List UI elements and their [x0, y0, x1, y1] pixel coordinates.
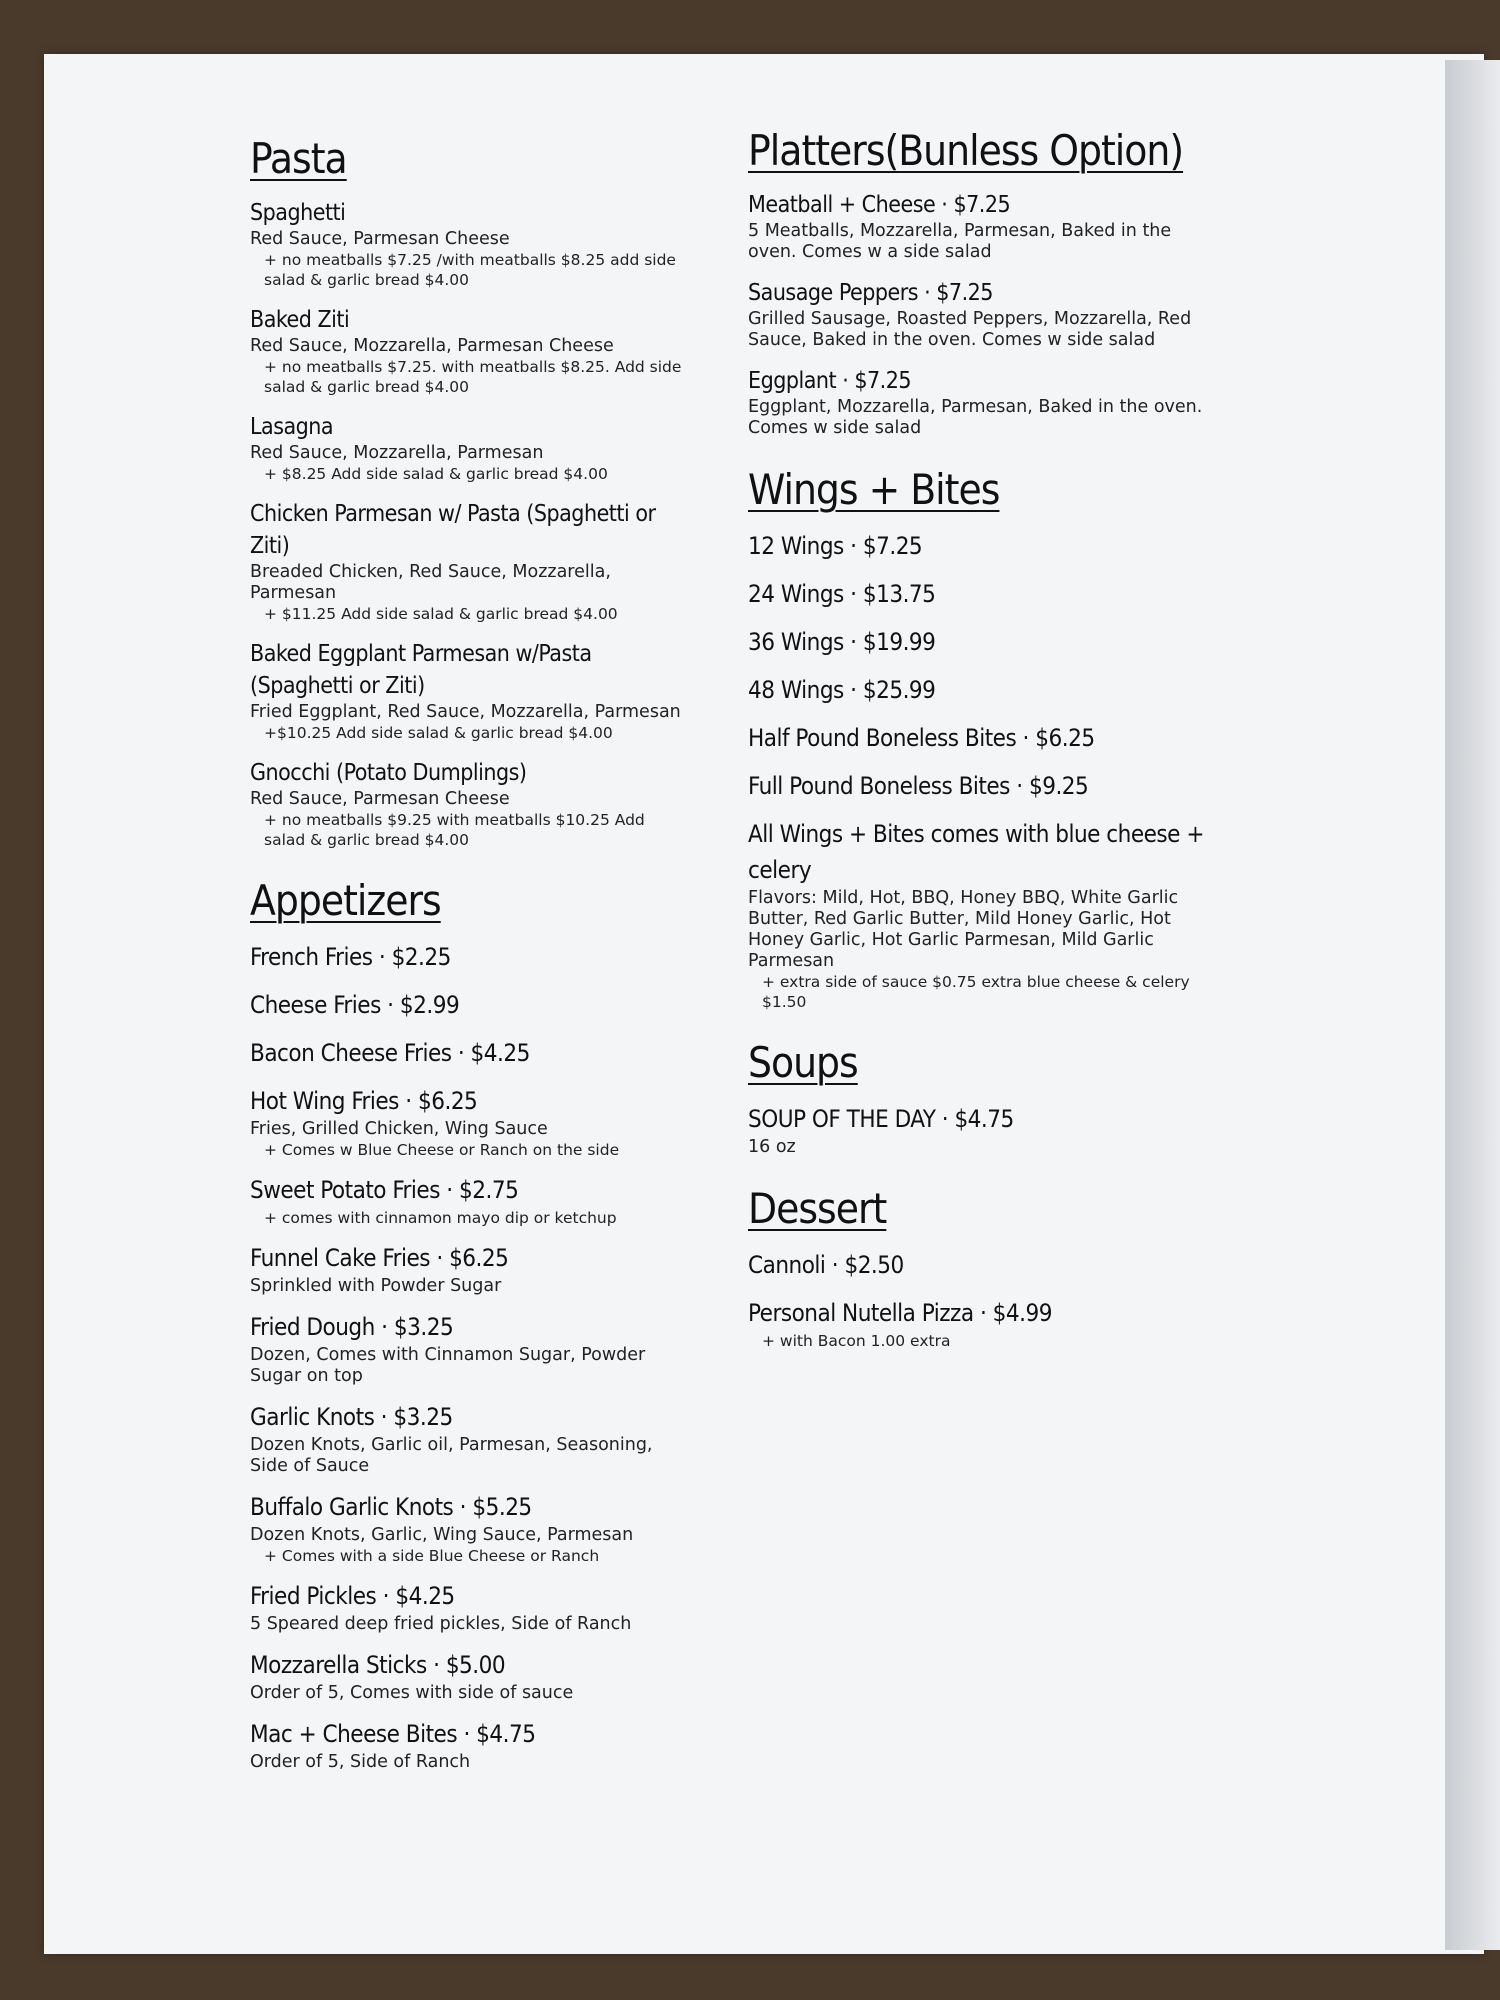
menu-item	[250, 304, 690, 397]
menu-item-name: Half Pound Boneless Bites · $6.25	[748, 724, 1095, 752]
menu-item-name: 24 Wings · $13.75	[748, 580, 936, 608]
menu-item	[250, 1489, 690, 1566]
section-title: Pasta	[250, 134, 347, 183]
menu-item-description: Flavors: Mild, Hot, BBQ, Honey BBQ, White Garlic Butter, Red Garlic Butter, Mild Honey Garlic, Hot Honey Garlic, Hot Garlic Parmesan, Mild Garlic Parmesan	[748, 888, 1179, 971]
menu-item-name: Personal Nutella Pizza · $4.99	[748, 1299, 1052, 1327]
menu-item-description: 16 oz	[748, 1137, 796, 1157]
right-column	[748, 126, 1208, 1377]
menu-item-name: Mac + Cheese Bites · $4.75	[250, 1720, 536, 1748]
menu-item-description: Red Sauce, Mozzarella, Parmesan	[250, 443, 544, 463]
menu-item-name: 48 Wings · $25.99	[748, 676, 936, 704]
menu-item-name: Buffalo Garlic Knots · $5.25	[250, 1493, 532, 1521]
menu-item-name: 12 Wings · $7.25	[748, 532, 923, 560]
menu-item-description: 5 Meatballs, Mozzarella, Parmesan, Baked in the oven. Comes w a side salad	[748, 221, 1172, 262]
menu-item	[748, 365, 1208, 439]
menu-item	[250, 1083, 690, 1160]
section-title: Dessert	[748, 1184, 887, 1233]
menu-item	[250, 197, 690, 290]
menu-item-description: Sprinkled with Powder Sugar	[250, 1276, 502, 1296]
menu-item	[748, 624, 1208, 660]
section-title: Wings + Bites	[748, 465, 1000, 514]
menu-item-name: Gnocchi (Potato Dumplings)	[250, 760, 527, 786]
menu-item-name: Baked Ziti	[250, 307, 350, 333]
menu-item	[250, 1716, 690, 1773]
menu-item-addon: + comes with cinnamon mayo dip or ketchup	[264, 1209, 617, 1227]
menu-item	[748, 768, 1208, 804]
menu-item	[748, 576, 1208, 612]
menu-item-name: Mozzarella Sticks · $5.00	[250, 1651, 506, 1679]
menu-item-name: Fried Pickles · $4.25	[250, 1582, 455, 1610]
item-list	[748, 528, 1208, 1012]
menu-item-name: Cannoli · $2.50	[748, 1251, 904, 1279]
section-title: Platters(Bunless Option)	[748, 126, 1184, 175]
menu-item	[250, 987, 690, 1023]
next-page-edge	[1445, 60, 1500, 1950]
section-title: Appetizers	[250, 876, 441, 925]
menu-item-description: Eggplant, Mozzarella, Parmesan, Baked in the oven. Comes w side salad	[748, 397, 1203, 438]
section-wings	[748, 465, 1208, 1012]
menu-item-name: All Wings + Bites comes with blue cheese + celery	[748, 820, 1204, 884]
menu-item-description: Dozen Knots, Garlic oil, Parmesan, Seasoning, Side of Sauce	[250, 1435, 653, 1476]
menu-item-addon: + no meatballs $7.25 /with meatballs $8.25 add side salad & garlic bread $4.00	[264, 251, 676, 289]
menu-item-name: Baked Eggplant Parmesan w/Pasta (Spaghetti or Ziti)	[250, 641, 592, 699]
menu-item-name: Meatball + Cheese · $7.25	[748, 192, 1011, 218]
menu-item	[250, 757, 690, 850]
menu-item-description: Dozen Knots, Garlic, Wing Sauce, Parmesan	[250, 1525, 634, 1545]
item-list	[748, 1247, 1208, 1351]
menu-item-description: Order of 5, Comes with side of sauce	[250, 1683, 574, 1703]
menu-item	[748, 672, 1208, 708]
menu-item-description: Dozen, Comes with Cinnamon Sugar, Powder Sugar on top	[250, 1345, 646, 1386]
menu-item-name: Funnel Cake Fries · $6.25	[250, 1244, 509, 1272]
section-title: Soups	[748, 1038, 858, 1087]
menu-item	[748, 720, 1208, 756]
menu-item-name: Sweet Potato Fries · $2.75	[250, 1176, 519, 1204]
menu-item-name: Garlic Knots · $3.25	[250, 1403, 453, 1431]
menu-item-addon: + extra side of sauce $0.75 extra blue cheese & celery $1.50	[762, 973, 1190, 1011]
menu-item-name: SOUP OF THE DAY · $4.75	[748, 1105, 1014, 1133]
menu-item-addon: + Comes with a side Blue Cheese or Ranch	[264, 1547, 600, 1565]
menu-item	[748, 1295, 1208, 1351]
menu-item-addon: + no meatballs $9.25 with meatballs $10.25 Add salad & garlic bread $4.00	[264, 811, 645, 849]
menu-item-name: Hot Wing Fries · $6.25	[250, 1087, 478, 1115]
menu-item	[250, 411, 690, 484]
item-list	[748, 1101, 1208, 1158]
menu-item-addon: + with Bacon 1.00 extra	[762, 1332, 951, 1350]
menu-item-description: Fried Eggplant, Red Sauce, Mozzarella, Parmesan	[250, 702, 681, 722]
menu-item-name: Lasagna	[250, 414, 334, 440]
menu-item-name: Cheese Fries · $2.99	[250, 991, 460, 1019]
menu-item	[250, 1035, 690, 1071]
menu-item-description: Red Sauce, Parmesan Cheese	[250, 789, 510, 809]
menu-item-name: Fried Dough · $3.25	[250, 1313, 454, 1341]
menu-item	[250, 1172, 690, 1228]
menu-item-name: French Fries · $2.25	[250, 943, 451, 971]
menu-item-description: Grilled Sausage, Roasted Peppers, Mozzarella, Red Sauce, Baked in the oven. Comes w side salad	[748, 309, 1192, 350]
menu-item	[250, 1578, 690, 1635]
menu-item	[748, 528, 1208, 564]
menu-item-name: Sausage Peppers · $7.25	[748, 280, 993, 306]
menu-item	[250, 1399, 690, 1477]
menu-item-addon: + Comes w Blue Cheese or Ranch on the side	[264, 1141, 620, 1159]
menu-item-name: Spaghetti	[250, 200, 346, 226]
menu-item	[250, 638, 690, 743]
menu-item-addon: + $11.25 Add side salad & garlic bread $4.00	[264, 605, 618, 623]
menu-item-addon: + $8.25 Add side salad & garlic bread $4.00	[264, 465, 608, 483]
section-pasta	[250, 134, 690, 850]
menu-item-addon: + no meatballs $7.25. with meatballs $8.25. Add side salad & garlic bread $4.00	[264, 358, 682, 396]
section-platters	[748, 126, 1208, 439]
menu-item	[748, 1247, 1208, 1283]
menu-item-name: Bacon Cheese Fries · $4.25	[250, 1039, 530, 1067]
item-list	[748, 189, 1208, 439]
menu-item-description: Order of 5, Side of Ranch	[250, 1752, 471, 1772]
menu-item-name: Eggplant · $7.25	[748, 368, 912, 394]
menu-item-name: Chicken Parmesan w/ Pasta (Spaghetti or Ziti)	[250, 501, 656, 559]
menu-item	[250, 1240, 690, 1297]
menu-item	[250, 1647, 690, 1704]
menu-item	[250, 1309, 690, 1387]
menu-item-description: Fries, Grilled Chicken, Wing Sauce	[250, 1119, 548, 1139]
menu-item	[748, 277, 1208, 351]
menu-item-description: Red Sauce, Mozzarella, Parmesan Cheese	[250, 336, 614, 356]
menu-item	[250, 498, 690, 624]
menu-item	[250, 939, 690, 975]
section-soups	[748, 1038, 1208, 1158]
item-list	[250, 939, 690, 1773]
section-appetizers	[250, 876, 690, 1773]
menu-item-name: 36 Wings · $19.99	[748, 628, 936, 656]
menu-item-description: 5 Speared deep fried pickles, Side of Ranch	[250, 1614, 632, 1634]
menu-item-description: Breaded Chicken, Red Sauce, Mozzarella, Parmesan	[250, 562, 611, 603]
item-list	[250, 197, 690, 850]
menu-item-addon: +$10.25 Add side salad & garlic bread $4.00	[264, 724, 613, 742]
menu-item	[748, 816, 1208, 1012]
menu-item	[748, 1101, 1208, 1158]
left-column	[250, 134, 690, 1799]
menu-item-name: Full Pound Boneless Bites · $9.25	[748, 772, 1089, 800]
menu-item	[748, 189, 1208, 263]
section-dessert	[748, 1184, 1208, 1351]
menu-item-description: Red Sauce, Parmesan Cheese	[250, 229, 510, 249]
